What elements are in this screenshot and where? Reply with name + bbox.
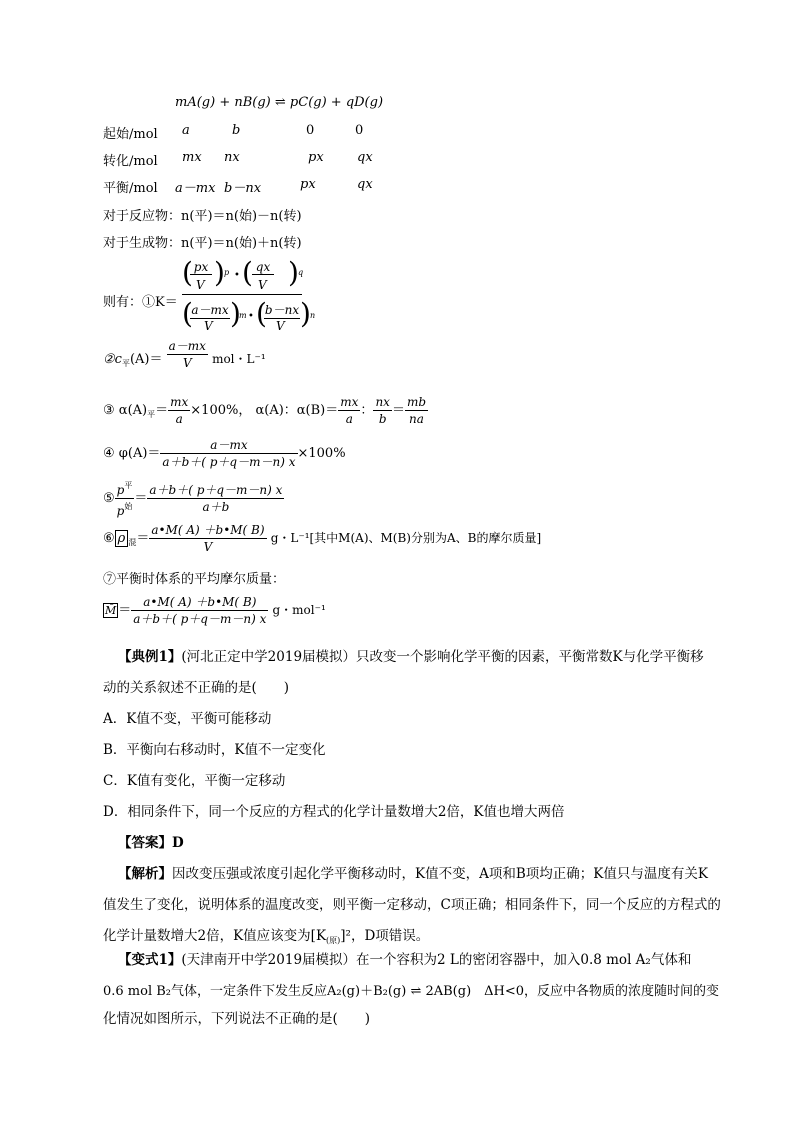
table-cell: 0 [306, 123, 315, 138]
analysis-line3: 化学计量数增大2倍，K值应该变为$[K_{(原)}]^2$，D项错误。 [103, 928, 430, 945]
equilibrium-arrow-icon: ⇌ [274, 95, 286, 110]
paren-icon: ( [256, 297, 267, 330]
formula-molar-mass-lead: ⑦平衡时体系的平均摩尔质量： [103, 572, 286, 587]
option-a: A．K值不变，平衡可能移动 [103, 711, 272, 727]
table-cell: a－mx [175, 181, 216, 196]
table-cell: a [182, 123, 190, 138]
reaction-equation [175, 95, 383, 110]
paren-icon: ) [288, 256, 299, 289]
variant1-line1: 【变式1】(天津南开中学2019届模拟）在一个容积为2 L的密闭容器中，加入0.8 mol A₂气体和 [118, 952, 692, 968]
table-cell: 0 [355, 123, 364, 138]
table-row: 起始/mol [103, 127, 158, 142]
reactant-rule: 对于反应物：n(平)＝n(始)－n(转) [103, 209, 302, 224]
equation-right: pC(g) + qD(g) [289, 95, 384, 110]
equation-left: mA(g) + nB(g) [175, 95, 271, 110]
table-row: 转化/mol [103, 154, 158, 169]
table-cell: qx [357, 150, 373, 165]
paren-icon: ( [182, 256, 193, 289]
formula-k-lead: 则有：①K＝ [103, 295, 178, 310]
table-cell: b [232, 123, 241, 138]
k-numerator: ( px V ) p • ( qx V ) q [182, 258, 302, 295]
formula-k-fraction [182, 256, 316, 335]
formula-concentration: $②c_平(A)=$ $\frac{a-mx}{V}$ mol・L⁻¹ [103, 339, 266, 370]
formula-conversion: ③ $\alpha(A)_平=$ $\frac{mx}{a}$ ×100%， α(A)：α(B)＝ $\frac{mx}{a}$ ： $\frac{nx}{b}$ ＝ $\frac{mb}{na}$ [103, 395, 427, 426]
paren-icon: ) [230, 297, 241, 330]
formula-pressure-ratio: ⑤ $\frac{p^平}{p^始}$ ＝ $\frac{a+b+( p+q-m-n) x}{a+b}$ [103, 478, 284, 519]
analysis-line1: 【解析】因改变压强或浓度引起化学平衡移动时，K值不变，A项和B项均正确；K值只与温度有关K [118, 866, 708, 882]
variant1-line3: 化情况如图所示，下列说法不正确的是( ) [103, 1011, 371, 1027]
table-row: 平衡/mol [103, 181, 158, 196]
table-cell: b－nx [224, 181, 262, 196]
paren-icon: ) [300, 297, 311, 330]
table-cell: mx [182, 150, 202, 165]
formula-molar-mass: M̄ ＝ $\frac{a•M( A) +b•M( B)}{a+b+( p+q-m-n) x}$ g・mol⁻¹ [105, 595, 326, 626]
table-cell: nx [224, 150, 240, 165]
example1-stem-line2: 动的关系叙述不正确的是( ) [103, 680, 290, 696]
option-c: C．K值有变化，平衡一定移动 [103, 773, 286, 789]
option-b: B．平衡向右移动时，K值不一定变化 [103, 742, 326, 758]
table-cell: px [308, 150, 324, 165]
paren-icon: ) [214, 256, 225, 289]
product-rule: 对于生成物：n(平)＝n(始)＋n(转) [103, 236, 302, 251]
formula-volume-fraction: ④ φ(A)＝ $\frac{a-mx}{a+b+( p+q-m-n) x}$ ×100% [103, 438, 346, 469]
table-cell: qx [357, 177, 373, 192]
table-cell: px [300, 177, 316, 192]
option-d: D．相同条件下，同一个反应的方程式的化学计量数增大2倍，K值也增大两倍 [103, 804, 565, 820]
answer: 【答案】D [118, 835, 184, 851]
paren-icon: ( [242, 256, 253, 289]
k-denominator: ( a－mx V ) m • ( b－nx V ) n [182, 297, 316, 333]
variant1-line2: 0.6 mol B₂气体，一定条件下发生反应A₂(g)＋B₂(g) ⇌ 2AB(g) ΔH<0，反应中各物质的浓度随时间的变 [103, 984, 720, 999]
analysis-line2: 值发生了变化，说明体系的温度改变，则平衡一定移动，C项正确；相同条件下，同一个反应的方程式的 [103, 897, 721, 913]
example1-stem-line1: 【典例1】(河北正定中学2019届模拟）只改变一个影响化学平衡的因素，平衡常数K与化学平衡移 [118, 649, 704, 665]
formula-density: ⑥ ρ $_混$＝ $\frac{a•M( A) +b•M( B)}{V}$ g・L⁻¹[其中M(A)、M(B)分别为A、B的摩尔质量] [103, 523, 542, 554]
paren-icon: ( [182, 297, 193, 330]
